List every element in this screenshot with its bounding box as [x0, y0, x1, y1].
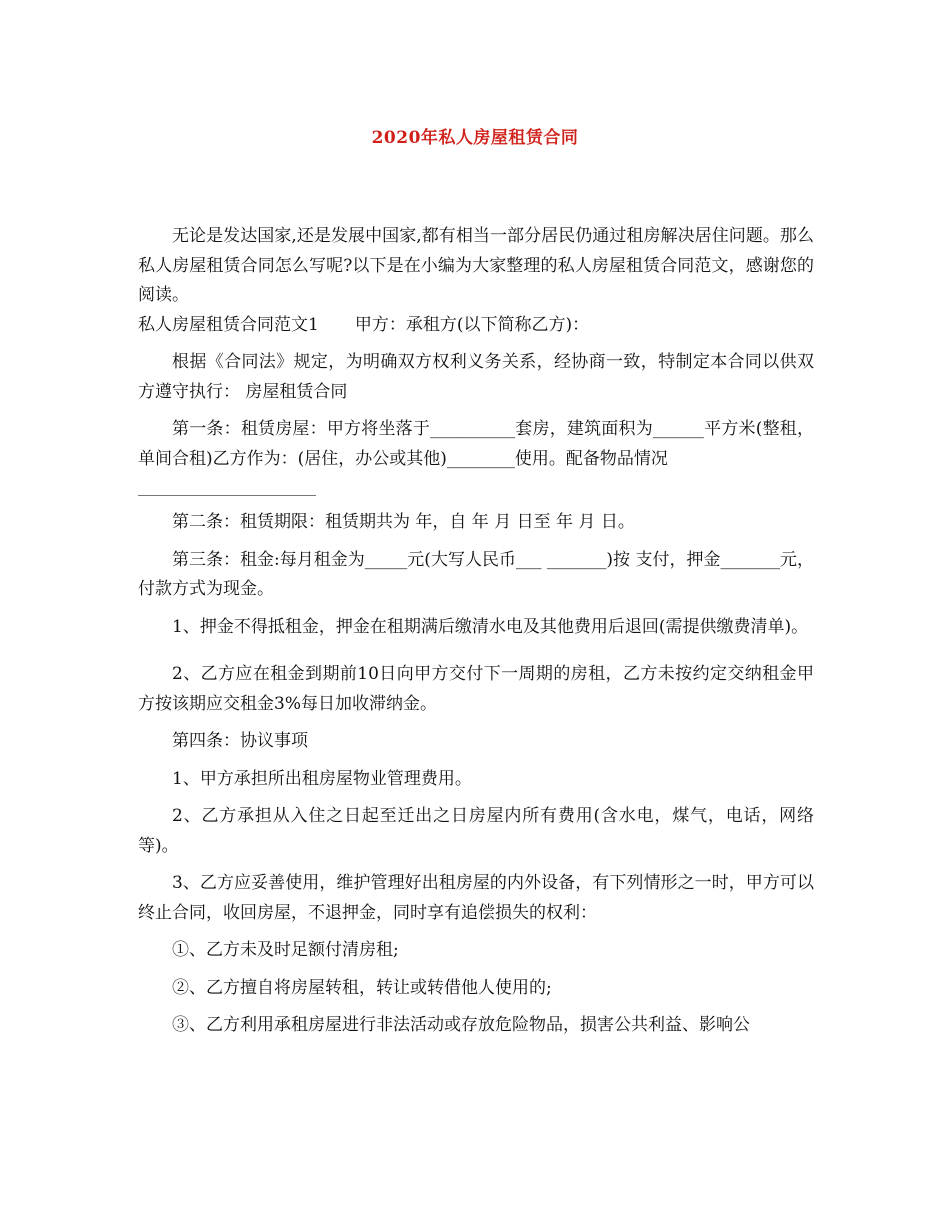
article-3-item-2: 2、乙方应在租金到期前10日向甲方交付下一周期的房租，乙方未按约定交纳租金甲方按该期应交租金3%每日加收滞纳金。 — [138, 664, 814, 714]
document-title: 2020年私人房屋租赁合同 — [371, 128, 579, 148]
sample-heading: 私人房屋租赁合同范文1 — [138, 314, 319, 335]
article-3-item-1: 1、押金不得抵租金，押金在租期满后缴清水电及其他费用后退回(需提供缴费清单)。 — [172, 616, 809, 637]
basis-paragraph: 根据《合同法》规定，为明确双方权利义务关系，经协商一致，特制定本合同以供双方遵守执行： 房屋租赁合同 — [138, 352, 814, 402]
article-3: 第三条：租金:每月租金为_____元(大写人民币___ _______)按 支付，押金_______元，付款方式为现金。 — [138, 549, 814, 599]
sample-heading-line — [138, 311, 814, 341]
article-4-item-2: 2、乙方承担从入住之日起至迁出之日房屋内所有费用(含水电，煤气，电话，网络等)。 — [138, 806, 814, 856]
document-body — [138, 222, 814, 1041]
condition-2: ②、乙方擅自将房屋转租，转让或转借他人使用的; — [172, 977, 552, 998]
condition-3: ③、乙方利用承租房屋进行非法活动或存放危险物品，损害公共利益、影响公 — [172, 1015, 750, 1035]
article-4-item-1: 1、甲方承担所出租房屋物业管理费用。 — [172, 768, 472, 789]
article-2: 第二条：租赁期限：租赁期共为 年，自 年 月 日至 年 月 日。 — [172, 512, 635, 532]
article-4-item-3: 3、乙方应妥善使用，维护管理好出租房屋的内外设备，有下列情形之一时，甲方可以终止合同，收回房屋，不退押金，同时享有追偿损失的权利： — [138, 873, 814, 923]
party-line: 甲方：承租方(以下简称乙方)： — [354, 314, 590, 335]
blank-underline — [138, 495, 316, 496]
article-1: 第一条：租赁房屋：甲方将坐落于__________套房，建筑面积为______平方米(整租，单间合租)乙方作为：(居住，办公或其他)________使用。配备物品情况 — [138, 419, 814, 469]
intro-paragraph: 无论是发达国家,还是发展中国家,都有相当一部分居民仍通过租房解决居住问题。那么私人房屋租赁合同怎么写呢?以下是在小编为大家整理的私人房屋租赁合同范文，感谢您的阅读。 — [138, 226, 814, 305]
condition-1: ①、乙方未及时足额付清房租; — [172, 940, 399, 960]
article-4: 第四条：协议事项 — [172, 731, 308, 751]
